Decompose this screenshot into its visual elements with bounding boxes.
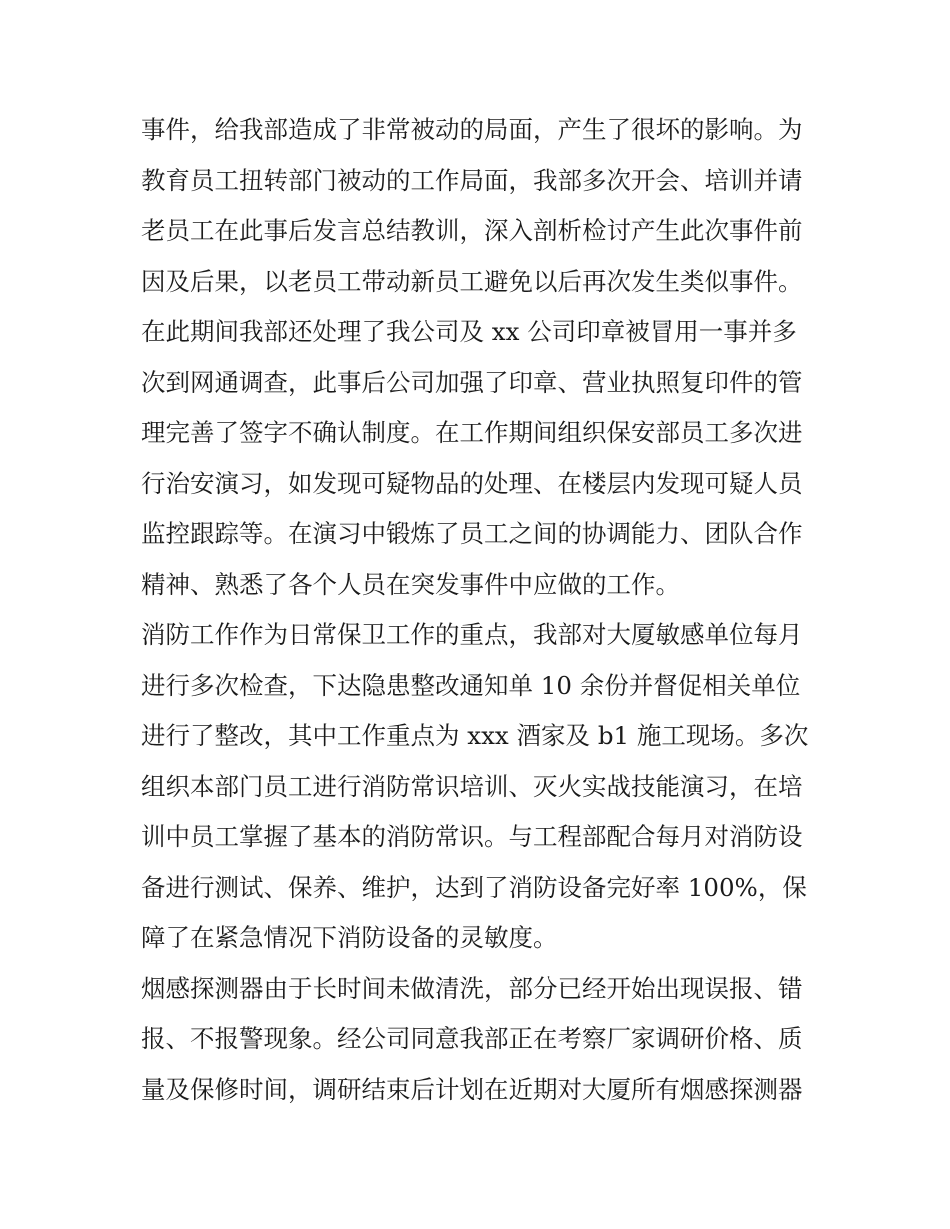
text-line: 训中员工掌握了基本的消防常识。与工程部配合每月对消防设: [141, 822, 803, 851]
text-line: 障了在紧急情况下消防设备的灵敏度。: [141, 923, 558, 952]
text-line: 老员工在此事后发言总结教训，深入剖析检讨产生此次事件前: [141, 216, 803, 245]
text-line: 理完善了签字不确认制度。在工作期间组织保安部员工多次进: [141, 418, 803, 447]
text-line: 事件，给我部造成了非常被动的局面，产生了很坏的影响。为: [141, 115, 803, 144]
text-line: 报、不报警现象。经公司同意我部正在考察厂家调研价格、质: [141, 1024, 803, 1053]
text-line: 消防工作作为日常保卫工作的重点，我部对大厦敏感单位每月: [141, 620, 803, 649]
text-line: 组织本部门员工进行消防常识培训、灭火实战技能演习，在培: [141, 771, 803, 801]
text-line: 在此期间我部还处理了我公司及 xx 公司印章被冒用一事并多: [141, 317, 797, 346]
text-line: 进行了整改，其中工作重点为 xxx 酒家及 b1 施工现场。多次: [141, 721, 809, 750]
text-line: 教育员工扭转部门被动的工作局面，我部多次开会、培训并请: [141, 165, 803, 195]
text-line: 监控跟踪等。在演习中锻炼了员工之间的协调能力、团队合作: [141, 519, 803, 548]
text-line: 烟感探测器由于长时间未做清洗，部分已经开始出现误报、错: [141, 973, 803, 1003]
document-body: [141, 105, 821, 1115]
text-line: 行治安演习，如发现可疑物品的处理、在楼层内发现可疑人员: [141, 468, 803, 498]
text-line: 量及保修时间，调研结束后计划在近期对大厦所有烟感探测器: [141, 1074, 803, 1104]
text-line: 备进行测试、保养、维护，达到了消防设备完好率 100%，保: [141, 872, 807, 902]
text-line: 精神、熟悉了各个人员在突发事件中应做的工作。: [141, 569, 680, 599]
text-line: 进行多次检查，下达隐患整改通知单 10 余份并督促相关单位: [141, 670, 801, 700]
text-line: 因及后果，以老员工带动新员工避免以后再次发生类似事件。: [141, 266, 803, 296]
text-line: 次到网通调查，此事后公司加强了印章、营业执照复印件的管: [141, 367, 803, 397]
